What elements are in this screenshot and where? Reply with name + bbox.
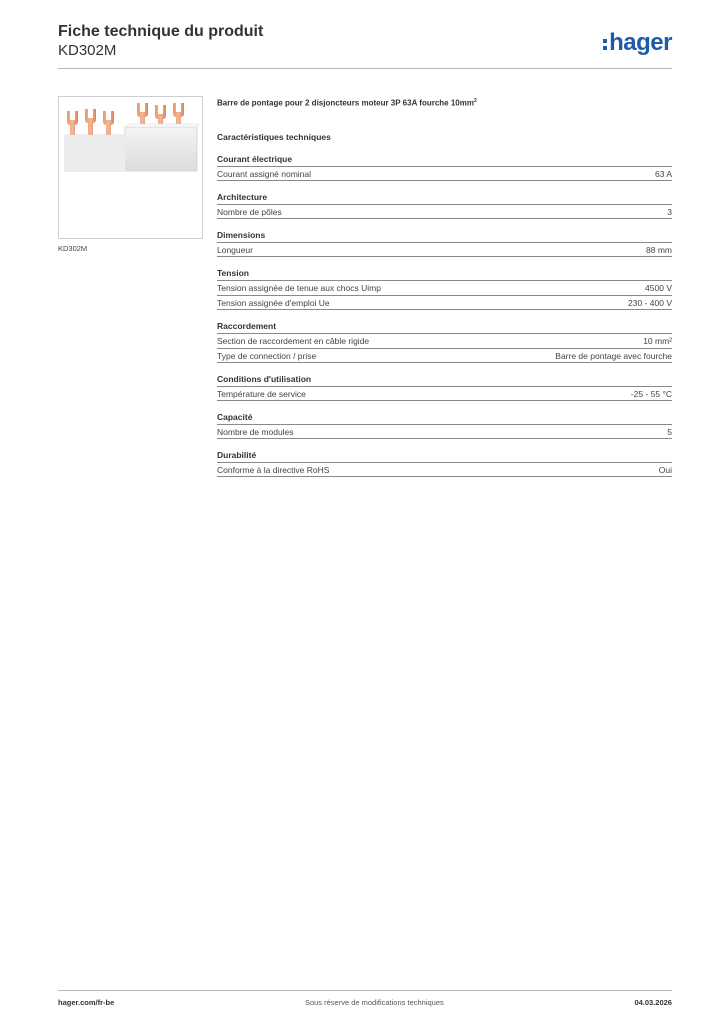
spec-group-title: Conditions d'utilisation xyxy=(217,373,312,384)
header-divider xyxy=(58,68,672,69)
product-description-text: Barre de pontage pour 2 disjoncteurs moteur 3P 63A fourche 10mm xyxy=(217,98,474,108)
spec-rows xyxy=(217,424,672,439)
spec-value: 230 - 400 V xyxy=(628,297,672,308)
footer-date: 04.03.2026 xyxy=(634,998,672,1007)
spec-rows xyxy=(217,204,672,219)
spec-value: 4500 V xyxy=(645,282,672,293)
hager-logo xyxy=(603,29,672,57)
spec-row xyxy=(217,462,672,477)
spec-group-title: Courant électrique xyxy=(217,153,293,164)
spec-label: Nombre de pôles xyxy=(217,206,282,217)
spec-row xyxy=(217,386,672,401)
spec-value: Oui xyxy=(658,464,672,475)
spec-label: Section de raccordement en câble rigide xyxy=(217,335,370,346)
spec-label: Tension assignée de tenue aux chocs Uimp xyxy=(217,282,381,293)
page-header xyxy=(58,22,672,60)
spec-group xyxy=(217,410,672,439)
spec-group-title: Durabilité xyxy=(217,449,257,460)
spec-value: 88 mm xyxy=(646,244,672,255)
spec-rows xyxy=(217,166,672,181)
footer-divider xyxy=(58,990,672,991)
spec-rows xyxy=(217,333,672,363)
page-footer xyxy=(58,998,672,1007)
spec-value: -25 - 55 °C xyxy=(630,388,672,399)
spec-label: Conforme à la directive RoHS xyxy=(217,464,330,475)
spec-row xyxy=(217,242,672,257)
footer-notice: Sous réserve de modifications techniques xyxy=(304,998,444,1007)
spec-row xyxy=(217,204,672,219)
spec-value: 5 xyxy=(667,426,672,437)
spec-rows xyxy=(217,462,672,477)
spec-group-title: Dimensions xyxy=(217,229,266,240)
spec-group xyxy=(217,448,672,477)
spec-rows xyxy=(217,386,672,401)
spec-content xyxy=(217,95,672,486)
spec-row xyxy=(217,348,672,363)
spec-label: Longueur xyxy=(217,244,253,255)
specs-heading: Caractéristiques techniques xyxy=(217,131,331,142)
spec-group xyxy=(217,266,672,310)
spec-group-title: Architecture xyxy=(217,191,268,202)
logo-dots-icon xyxy=(603,39,607,50)
spec-value: 3 xyxy=(667,206,672,217)
spec-value: 63 A xyxy=(654,168,672,179)
product-description-sup: 2 xyxy=(473,98,477,104)
spec-row xyxy=(217,333,672,348)
spec-row xyxy=(217,166,672,181)
spec-group xyxy=(217,190,672,219)
logo-text: hager xyxy=(609,29,672,56)
spec-group-title: Tension xyxy=(217,267,249,278)
spec-value: Barre de pontage avec fourche xyxy=(555,350,672,361)
footer-website[interactable]: hager.com/fr-be xyxy=(58,998,115,1007)
image-caption: KD302M xyxy=(58,244,88,253)
spec-group-title: Raccordement xyxy=(217,320,277,331)
spec-groups xyxy=(217,152,672,477)
product-description xyxy=(217,95,672,110)
spec-label: Type de connection / prise xyxy=(217,350,317,361)
spec-rows xyxy=(217,280,672,310)
spec-label: Courant assigné nominal xyxy=(217,168,312,179)
spec-group-title: Capacité xyxy=(217,411,253,422)
spec-group xyxy=(217,372,672,401)
spec-row xyxy=(217,295,672,310)
spec-rows xyxy=(217,242,672,257)
spec-label: Tension assignée d'emploi Ue xyxy=(217,297,330,308)
spec-group xyxy=(217,152,672,181)
spec-label: Nombre de modules xyxy=(217,426,294,437)
product-image xyxy=(58,96,203,239)
spec-row xyxy=(217,424,672,439)
product-reference: KD302M xyxy=(58,42,117,59)
spec-label: Température de service xyxy=(217,388,306,399)
spec-row xyxy=(217,280,672,295)
spec-group xyxy=(217,319,672,363)
document-title: Fiche technique du produit xyxy=(58,23,264,40)
spec-group xyxy=(217,228,672,257)
busbar-illustration xyxy=(59,97,202,238)
spec-value: 10 mm² xyxy=(643,335,672,346)
